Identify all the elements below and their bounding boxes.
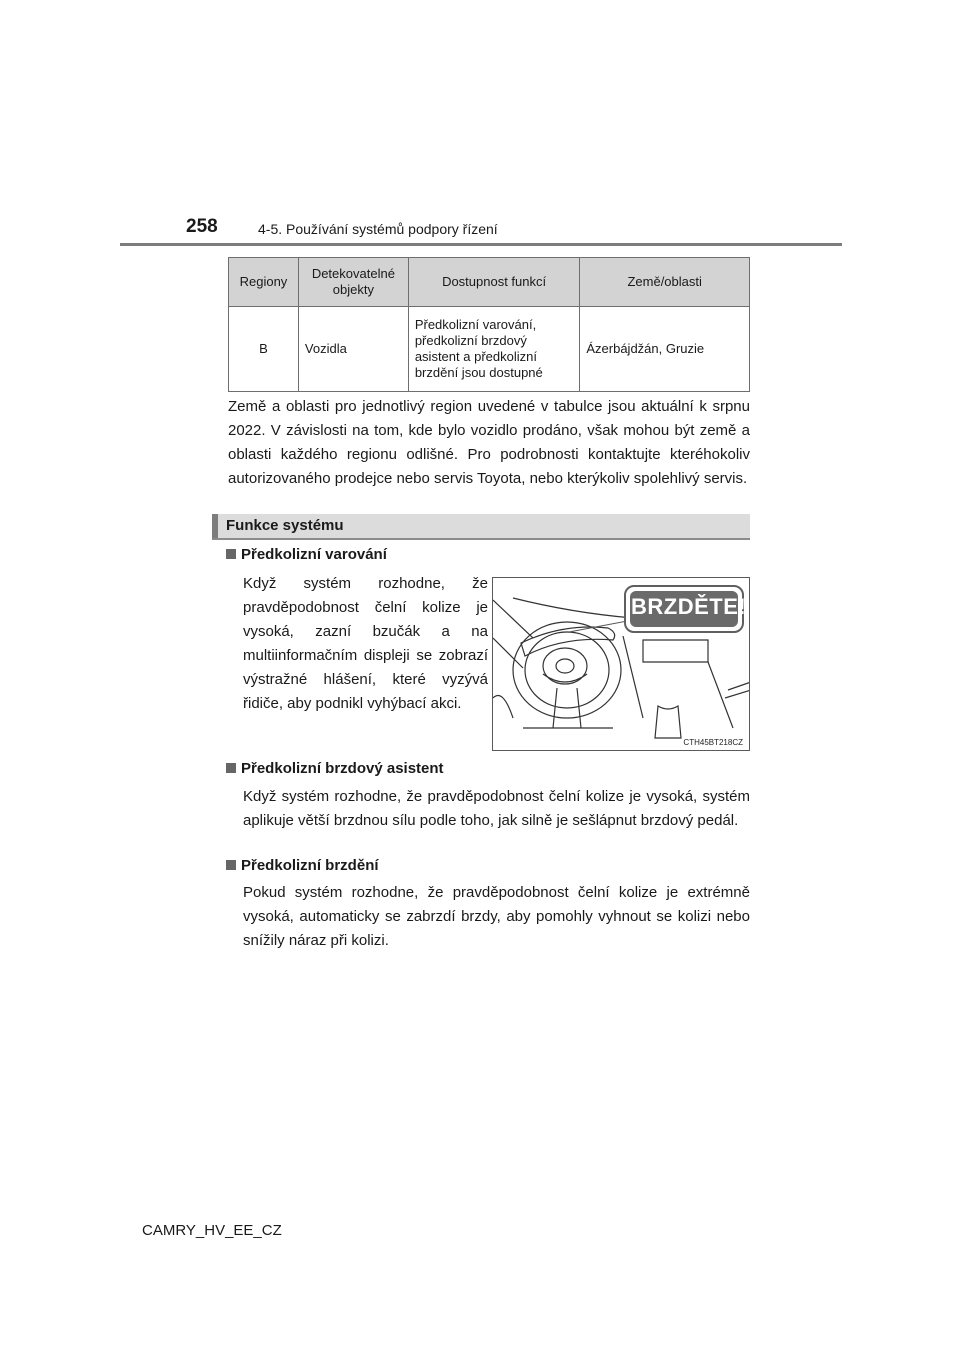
- item-title: Předkolizní brzdění: [241, 857, 379, 874]
- section-band: [212, 514, 750, 540]
- regions-table: [228, 257, 750, 392]
- section-band-title: Funkce systému: [226, 517, 344, 534]
- column-header: Detekovatelné objekty: [298, 258, 408, 307]
- column-header: Dostupnost funkcí: [408, 258, 580, 307]
- intro-paragraph: Země a oblasti pro jednotlivý region uvedené v tabulce jsou aktuální k srpnu 2022. V závislosti na tom, kde bylo vozidlo prodáno, však mohou být země a oblasti každého regionu odlišné. Pro podrobnosti kontaktujte kteréhokoliv autorizovaného prodejce nebo servis Toyota, nebo kterýkoliv spolehlivý servis.: [228, 398, 750, 487]
- section-title: 4-5. Používání systémů podpory řízení: [258, 221, 498, 237]
- square-bullet-icon: [226, 549, 236, 559]
- table-header-row: [229, 258, 750, 307]
- footer-code: CAMRY_HV_EE_CZ: [142, 1222, 282, 1239]
- table-row: [229, 307, 750, 392]
- cell-availability: Předkolizní varování, předkolizní brzdový asistent a předkolizní brzdění jsou dostupné: [408, 307, 580, 392]
- cell-countries: Ázerbájdžán, Gruzie: [580, 307, 750, 392]
- square-bullet-icon: [226, 763, 236, 773]
- item-heading-brake-assist: [226, 760, 444, 777]
- column-header: Země/oblasti: [580, 258, 750, 307]
- header-rule: [120, 243, 842, 246]
- page-number: 258: [186, 216, 218, 237]
- item-title: Předkolizní varování: [241, 546, 387, 563]
- cell-region: B: [229, 307, 299, 392]
- item-text-brake-assist: Když systém rozhodne, že pravděpodobnost čelní kolize je vysoká, systém aplikuje větší brzdnou sílu podle toho, jak silně je sešlápnut brzdový pedál.: [243, 788, 750, 829]
- band-marker: [212, 514, 218, 538]
- item-text-pre-collision-braking: Pokud systém rozhodne, že pravděpodobnost čelní kolize je extrémně vysoká, automaticky se zabrzdí brzdy, aby pomohly vyhnout se kolizi nebo snížily náraz při kolizi.: [243, 884, 750, 949]
- brake-warning-text: BRZDĚTE!: [631, 594, 747, 619]
- cell-objects: Vozidla: [298, 307, 408, 392]
- figure-code: CTH45BT218CZ: [683, 738, 743, 747]
- item-heading-collision-warning: [226, 546, 387, 563]
- item-title: Předkolizní brzdový asistent: [241, 760, 444, 777]
- column-header: Regiony: [229, 258, 299, 307]
- item-text-collision-warning: Když systém rozhodne, že pravděpodobnost čelní kolize je vysoká, zazní bzučák a na multiinformačním displeji se zobrazí výstražné hlášení, které vyzývá řidiče, aby podnikl vyhýbací akci.: [243, 575, 488, 712]
- item-heading-pre-collision-braking: [226, 857, 379, 874]
- square-bullet-icon: [226, 860, 236, 870]
